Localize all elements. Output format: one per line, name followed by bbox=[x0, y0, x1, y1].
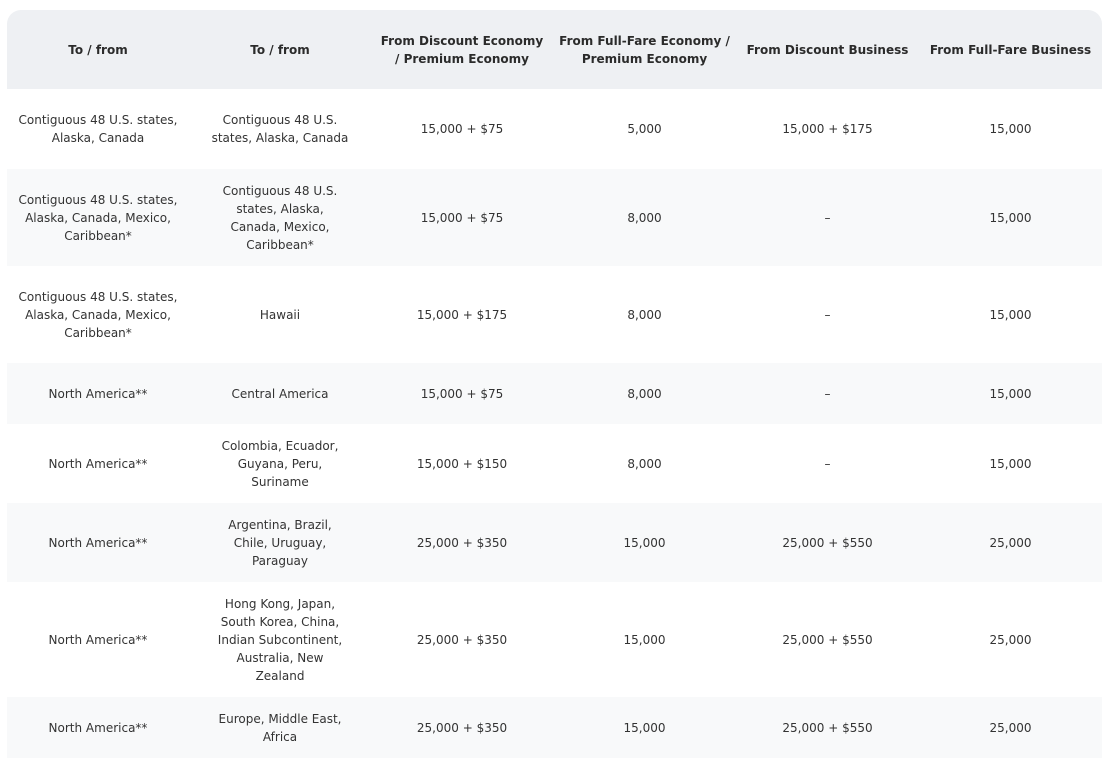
full-fare-economy-cell: 8,000 bbox=[627, 210, 662, 225]
table-header bbox=[7, 10, 1102, 89]
destination-cell: Contiguous 48 U.S. states, Alaska, Canada bbox=[211, 113, 349, 145]
table-row bbox=[7, 503, 1102, 582]
full-fare-business-cell: 25,000 bbox=[989, 720, 1032, 735]
discount-economy-cell: 15,000 + $150 bbox=[416, 456, 508, 471]
discount-business-cell: – bbox=[824, 456, 831, 471]
table-row bbox=[7, 424, 1102, 503]
header-discount-economy: From Discount Economy / Premium Economy bbox=[380, 33, 544, 66]
destination-cell: Hawaii bbox=[259, 307, 301, 322]
full-fare-business-cell: 15,000 bbox=[989, 122, 1032, 136]
origin-cell: North America** bbox=[48, 535, 148, 550]
discount-business-cell: 25,000 + $550 bbox=[782, 632, 873, 647]
discount-economy-cell: 25,000 + $350 bbox=[416, 720, 508, 735]
full-fare-economy-cell: 8,000 bbox=[627, 307, 662, 322]
full-fare-economy-cell: 8,000 bbox=[627, 456, 662, 471]
origin-cell: North America** bbox=[48, 456, 148, 471]
destination-cell: Hong Kong, Japan, South Korea, China, Indian Subcontinent, Australia, New Zealand bbox=[217, 596, 343, 683]
discount-business-cell: – bbox=[824, 307, 831, 322]
header-origin: To / from bbox=[68, 42, 128, 57]
award-table bbox=[7, 10, 1102, 758]
full-fare-economy-cell: 15,000 bbox=[623, 632, 666, 647]
full-fare-business-cell: 25,000 bbox=[989, 632, 1032, 647]
full-fare-economy-cell: 15,000 bbox=[623, 720, 666, 735]
table-row bbox=[7, 582, 1102, 697]
header-full-fare-business: From Full-Fare Business bbox=[929, 42, 1092, 57]
header-destination: To / from bbox=[250, 42, 310, 57]
table-row bbox=[7, 169, 1102, 266]
destination-cell: Europe, Middle East, Africa bbox=[218, 711, 342, 744]
table-row bbox=[7, 89, 1102, 169]
origin-cell: Contiguous 48 U.S. states, Alaska, Canada, Mexico, Caribbean* bbox=[18, 192, 178, 243]
full-fare-economy-cell: 8,000 bbox=[627, 386, 662, 401]
header-full-fare-economy: From Full-Fare Economy / Premium Economy bbox=[559, 33, 730, 66]
upgrade-award-chart bbox=[7, 10, 1102, 758]
discount-business-cell: – bbox=[824, 210, 831, 225]
destination-cell: Colombia, Ecuador, Guyana, Peru, Suriname bbox=[221, 438, 339, 489]
origin-cell: Contiguous 48 U.S. states, Alaska, Canada bbox=[18, 113, 178, 145]
origin-cell: North America** bbox=[48, 720, 148, 735]
destination-cell: Central America bbox=[231, 386, 329, 401]
table-row bbox=[7, 697, 1102, 758]
discount-economy-cell: 15,000 + $75 bbox=[420, 122, 504, 136]
discount-business-cell: – bbox=[824, 386, 831, 401]
full-fare-business-cell: 15,000 bbox=[989, 386, 1032, 401]
discount-economy-cell: 25,000 + $350 bbox=[416, 535, 508, 550]
header-discount-business: From Discount Business bbox=[746, 42, 909, 57]
full-fare-economy-cell: 5,000 bbox=[627, 122, 662, 136]
discount-economy-cell: 15,000 + $75 bbox=[420, 210, 504, 225]
discount-economy-cell: 15,000 + $175 bbox=[416, 307, 508, 322]
discount-business-cell: 15,000 + $175 bbox=[782, 122, 873, 136]
full-fare-economy-cell: 15,000 bbox=[623, 535, 666, 550]
full-fare-business-cell: 15,000 bbox=[989, 307, 1032, 322]
table-row bbox=[7, 363, 1102, 424]
origin-cell: North America** bbox=[48, 386, 148, 401]
table-row bbox=[7, 266, 1102, 363]
origin-cell: North America** bbox=[48, 632, 148, 647]
destination-cell: Argentina, Brazil, Chile, Uruguay, Paraguay bbox=[228, 517, 332, 568]
destination-cell: Contiguous 48 U.S. states, Alaska, Canada, Mexico, Caribbean* bbox=[222, 183, 338, 252]
discount-economy-cell: 25,000 + $350 bbox=[416, 632, 508, 647]
origin-cell: Contiguous 48 U.S. states, Alaska, Canada, Mexico, Caribbean* bbox=[18, 289, 178, 340]
discount-economy-cell: 15,000 + $75 bbox=[420, 386, 504, 401]
table-body bbox=[7, 89, 1102, 758]
full-fare-business-cell: 25,000 bbox=[989, 535, 1032, 550]
full-fare-business-cell: 15,000 bbox=[989, 456, 1032, 471]
header-row bbox=[7, 10, 1102, 89]
discount-business-cell: 25,000 + $550 bbox=[782, 720, 873, 735]
full-fare-business-cell: 15,000 bbox=[989, 210, 1032, 225]
discount-business-cell: 25,000 + $550 bbox=[782, 535, 873, 550]
